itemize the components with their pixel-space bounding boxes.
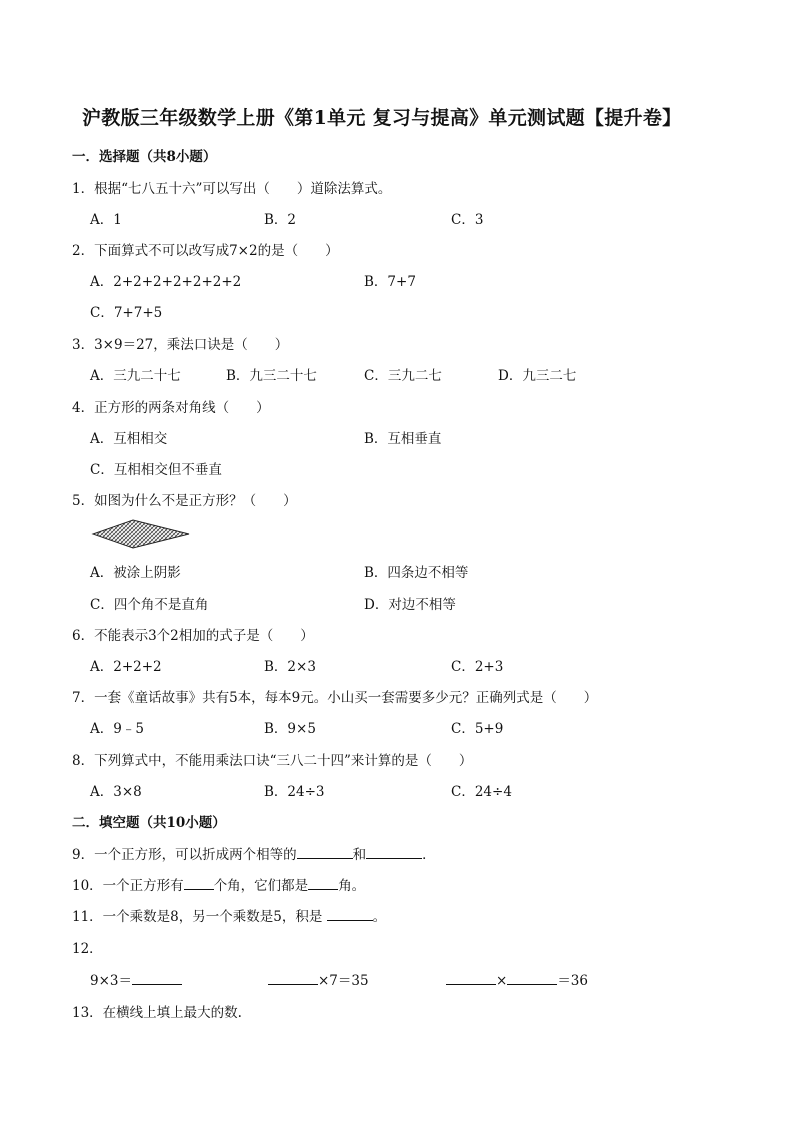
q2-option-a: A．2+2+2+2+2+2+2 xyxy=(90,274,242,290)
question-1: 1．根据“七八五十六”可以写出（ ）道除法算式。 xyxy=(72,181,392,197)
question-3: 3．3×9＝27，乘法口诀是（ ） xyxy=(72,337,289,353)
q9-connector: 和 xyxy=(352,847,367,863)
q3-option-b: B．九三二十七 xyxy=(226,368,317,384)
q10-blank-2[interactable] xyxy=(308,875,338,890)
q12-expression-2 xyxy=(268,969,369,989)
q12-blank-3[interactable] xyxy=(446,970,496,985)
q12-expression-3 xyxy=(446,969,588,989)
question-2: 2．下面算式不可以改写成7×2的是（ ） xyxy=(72,243,339,259)
question-13: 13．在横线上填上最大的数. xyxy=(72,1005,242,1021)
q12-blank-4[interactable] xyxy=(507,970,557,985)
q5-option-b: B．四条边不相等 xyxy=(364,565,469,581)
q10-blank-1[interactable] xyxy=(184,875,214,890)
q10-end: 角。 xyxy=(338,878,366,894)
q11-blank[interactable] xyxy=(327,906,373,921)
q9-end: ． xyxy=(422,847,436,863)
q5-option-a: A．被涂上阴影 xyxy=(90,565,181,581)
q8-option-c: C．24÷4 xyxy=(451,784,512,800)
question-10 xyxy=(72,874,365,894)
question-4: 4．正方形的两条对角线（ ） xyxy=(72,400,270,416)
section-fill-heading: 二．填空题（共10小题） xyxy=(72,815,226,831)
q2-option-c: C．7+7+5 xyxy=(90,305,163,321)
question-12-number: 12． xyxy=(72,941,103,957)
rhombus-figure xyxy=(90,518,192,550)
page-title: 沪教版三年级数学上册《第1单元 复习与提高》单元测试题【提升卷】 xyxy=(82,107,682,129)
q1-option-a: A．1 xyxy=(90,212,122,228)
q7-option-a: A．9﹣5 xyxy=(90,721,144,737)
q11-text: 11．一个乘数是8，另一个乘数是5，积是 xyxy=(72,909,327,925)
q3-option-d: D．九三二七 xyxy=(498,368,577,384)
q1-option-c: C．3 xyxy=(451,212,484,228)
q6-option-c: C．2+3 xyxy=(451,659,504,675)
q4-option-c: C．互相相交但不垂直 xyxy=(90,462,222,478)
question-6: 6．不能表示3个2相加的式子是（ ） xyxy=(72,628,314,644)
question-5: 5．如图为什么不是正方形？（ ） xyxy=(72,493,297,509)
q7-option-c: C．5+9 xyxy=(451,721,504,737)
q11-end: 。 xyxy=(372,909,387,925)
q3-option-c: C．三九二七 xyxy=(364,368,442,384)
q8-option-a: A．3×8 xyxy=(90,784,142,800)
q6-option-b: B．2×3 xyxy=(264,659,316,675)
q6-option-a: A．2+2+2 xyxy=(90,659,162,675)
question-8: 8．下列算式中，不能用乘法口诀“三八二十四”来计算的是（ ） xyxy=(72,753,473,769)
q12-expr1-text: 9×3＝ xyxy=(90,973,132,989)
q9-text: 9．一个正方形，可以折成两个相等的 xyxy=(72,847,297,863)
q9-blank-2[interactable] xyxy=(366,844,422,859)
q4-option-b: B．互相垂直 xyxy=(364,431,442,447)
q4-option-a: A．互相相交 xyxy=(90,431,168,447)
q5-option-c: C．四个角不是直角 xyxy=(90,597,209,613)
q2-option-b: B．7+7 xyxy=(364,274,416,290)
question-7: 7．一套《童话故事》共有5本，每本9元。小山买一套需要多少元？正确列式是（ ） xyxy=(72,690,598,706)
q3-option-a: A．三九二十七 xyxy=(90,368,181,384)
q9-blank-1[interactable] xyxy=(297,844,353,859)
q12-expression-1 xyxy=(90,969,182,989)
question-11 xyxy=(72,905,386,925)
q10-text: 10．一个正方形有 xyxy=(72,878,184,894)
q12-expr3-end: ＝36 xyxy=(557,973,588,989)
q12-blank-1[interactable] xyxy=(132,970,182,985)
q7-option-b: B．9×5 xyxy=(264,721,316,737)
q12-times: × xyxy=(496,973,508,989)
q1-option-b: B．2 xyxy=(264,212,297,228)
q12-blank-2[interactable] xyxy=(268,970,318,985)
q8-option-b: B．24÷3 xyxy=(264,784,325,800)
q5-option-d: D．对边不相等 xyxy=(364,597,456,613)
q10-middle: 个角，它们都是 xyxy=(213,878,309,894)
question-9 xyxy=(72,843,436,863)
q12-expr2-text: ×7＝35 xyxy=(318,973,369,989)
section-choice-heading: 一．选择题（共8小题） xyxy=(72,149,217,165)
